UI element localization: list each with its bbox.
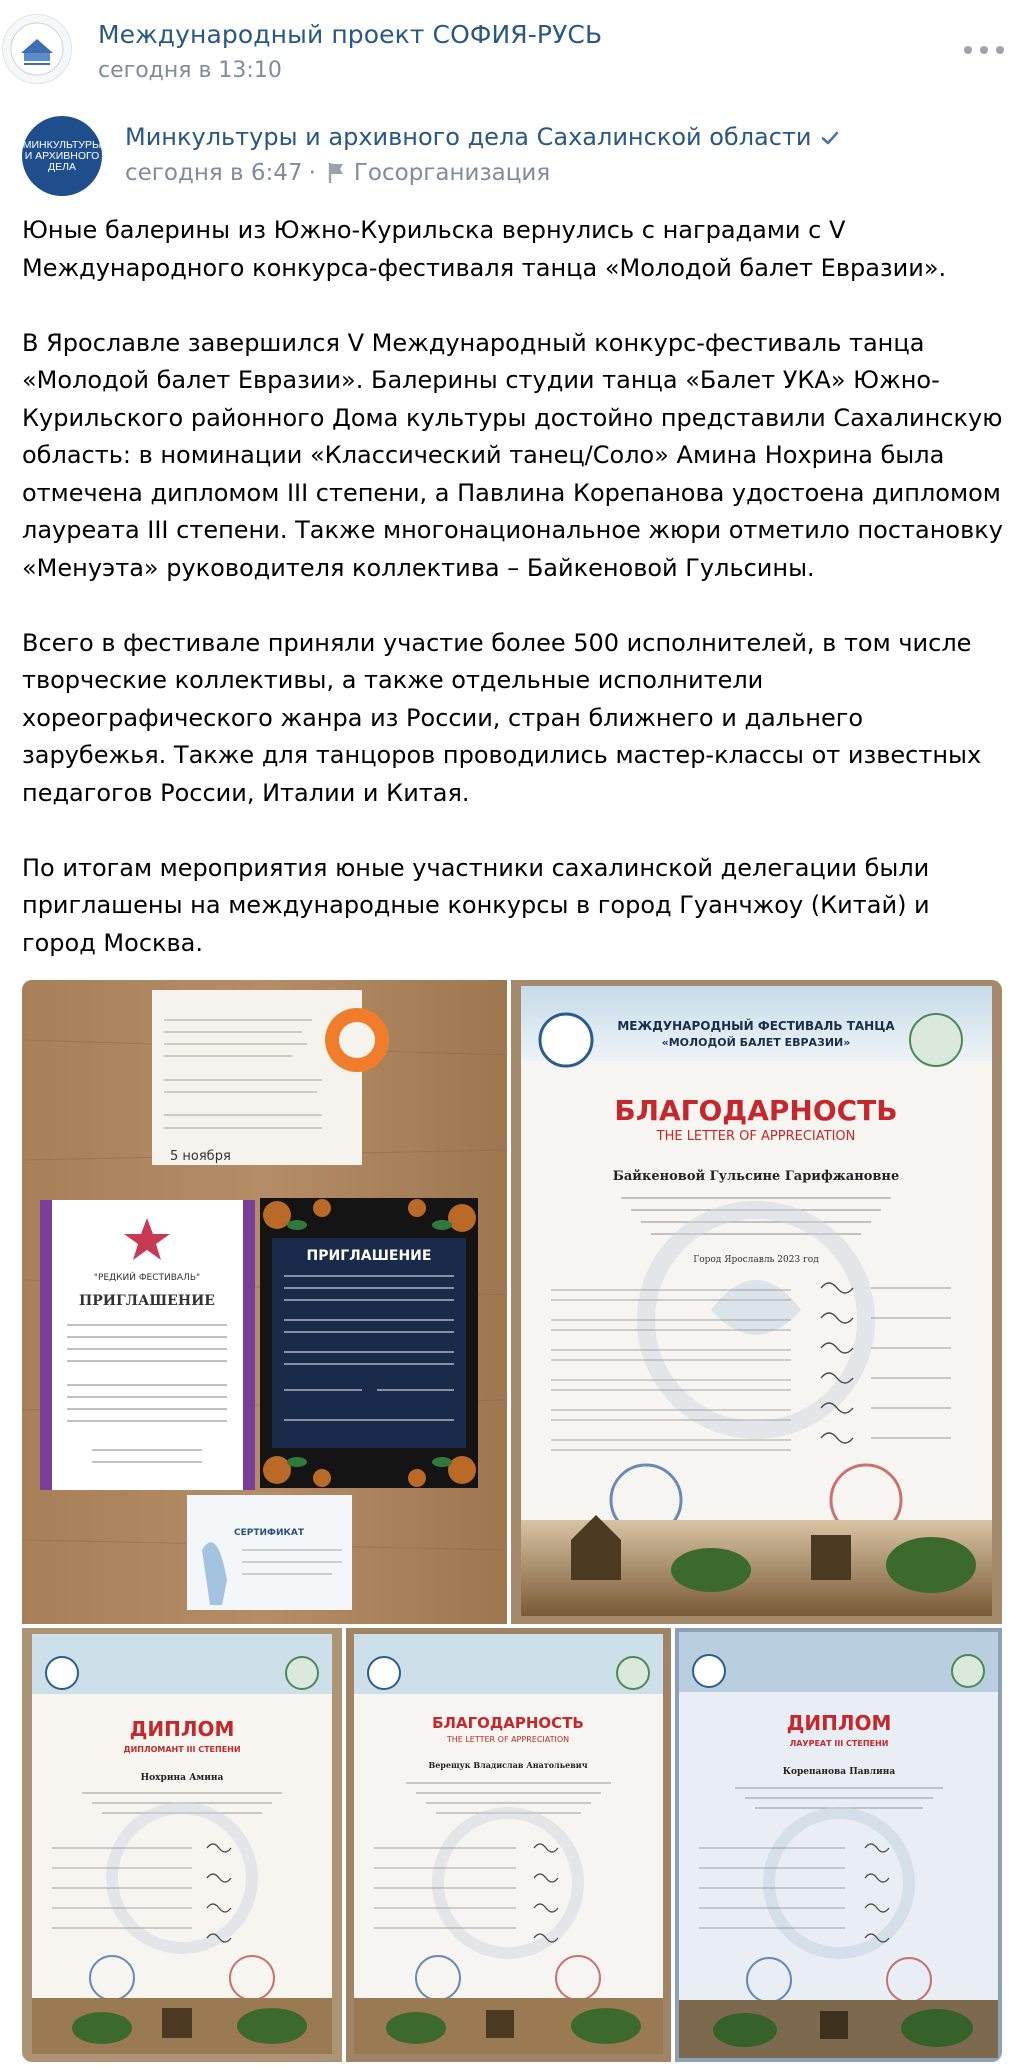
cert-title: СЕРТИФИКАТ — [234, 1528, 304, 1538]
diploma-title: ДИПЛОМ — [786, 1711, 892, 1735]
appreciation-title: БЛАГОДАРНОСТЬ — [432, 1714, 584, 1732]
invite-date-text: 5 ноября — [170, 1149, 231, 1164]
source-name[interactable]: Минкультуры и архивного дела Сахалинской области — [125, 123, 812, 151]
source-avatar[interactable]: МИНКУЛЬТУРЫ И АРХИВНОГО ДЕЛА — [22, 116, 102, 196]
festival-title: МЕЖДУНАРОДНЫЙ ФЕСТИВАЛЬ ТАНЦА — [617, 1019, 895, 1033]
repost-source — [22, 114, 1002, 194]
appreciation-subtitle: THE LETTER OF APPRECIATION — [446, 1735, 570, 1744]
post-header — [0, 0, 1024, 110]
dot-icon — [964, 46, 972, 54]
festival-subtitle: «МОЛОДОЙ БАЛЕТ ЕВРАЗИИ» — [661, 1036, 851, 1049]
post-paragraph: По итогам мероприятия юные участники сахалинской делегации были приглашены на международные конкурсы в город Гуанчжоу (Китай) и город Москва. — [22, 853, 930, 957]
group-name-link[interactable]: Международный проект СОФИЯ-РУСЬ — [98, 20, 603, 49]
source-meta — [125, 160, 550, 186]
more-options-button[interactable] — [964, 40, 1004, 60]
diploma-degree: ЛАУРЕАТ III СТЕПЕНИ — [789, 1739, 889, 1748]
letter-recipient: Байкеновой Гульсине Гарифжановне — [612, 1169, 900, 1184]
photo-appreciation-letter[interactable] — [511, 980, 1002, 1624]
invite-left-title: ПРИГЛАШЕНИЕ — [79, 1293, 215, 1309]
post-paragraph: Всего в фестивале приняли участие более 500 исполнителей, в том числе творческие коллективы, а также отдельные исполнители хореографического жанра из России, стран ближнего и дальнего зарубежья. Также для танцоров проводились мастер-классы от известных педагогов России, Италии и Китая. — [22, 628, 982, 807]
photo-invitations[interactable] — [22, 980, 507, 1624]
photo-appreciation-vereshchuk[interactable] — [346, 1628, 671, 2062]
post-text — [22, 212, 1007, 962]
letter-title-en: THE LETTER OF APPRECIATION — [656, 1129, 856, 1144]
verified-check-icon — [820, 128, 840, 148]
diploma-name: Корепанова Павлина — [782, 1767, 896, 1777]
source-time[interactable]: сегодня в 6:47 — [125, 160, 303, 186]
source-name-link[interactable] — [125, 123, 840, 151]
flag-icon — [328, 162, 346, 184]
diploma-name: Нохрина Амина — [140, 1773, 224, 1783]
photo-diploma-korepanova[interactable] — [675, 1628, 1002, 2062]
appreciation-name: Верещук Владислав Анатольевич — [428, 1760, 588, 1770]
meta-separator: · — [308, 160, 316, 186]
invite-dark-title: ПРИГЛАШЕНИЕ — [306, 1248, 432, 1264]
source-category: Госорганизация — [353, 160, 551, 186]
diploma-degree: ДИПЛОМАНТ III СТЕПЕНИ — [123, 1745, 241, 1754]
photo-gallery — [22, 980, 1002, 2062]
letter-city: Город Ярославль 2023 год — [693, 1255, 819, 1265]
letter-title: БЛАГОДАРНОСТЬ — [614, 1094, 898, 1127]
diploma-title: ДИПЛОМ — [129, 1717, 235, 1741]
post-paragraph: В Ярославле завершился V Международный конкурс-фестиваль танца «Молодой балет Евразии». Балерины студии танца «Балет УКА» Южно-Курильского районного Дома культуры достойно представили Сахалинскую область: в номинации «Классический танец/Соло» Амина Нохрина была отмечена дипломом III степени, а Павлина Корепанова удостоена дипломом лауреата III степени. Также многонациональное жюри отметило постановку «Менуэта» руководителя коллектива – Байкеновой Гульсины. — [22, 328, 1003, 582]
invite-festival-name: "РЕДКИЙ ФЕСТИВАЛЬ" — [93, 1273, 201, 1283]
group-logo-icon — [9, 21, 65, 77]
photo-diploma-nokhrina[interactable] — [22, 1628, 342, 2062]
post-paragraph: Юные балерины из Южно-Курильска вернулись с наградами с V Международного конкурса-фестиваля танца «Молодой балет Евразии». — [22, 216, 947, 282]
dot-icon — [980, 46, 988, 54]
group-avatar[interactable] — [2, 14, 72, 84]
post-time[interactable]: сегодня в 13:10 — [98, 58, 282, 83]
dot-icon — [996, 46, 1004, 54]
